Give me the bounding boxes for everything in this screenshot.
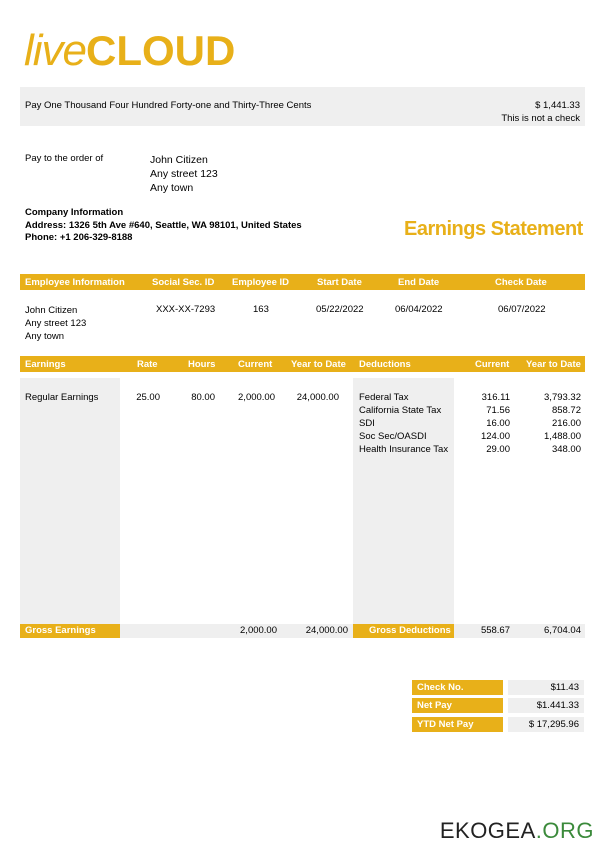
col-hours: Hours <box>188 359 216 370</box>
deduction-name: SDI <box>359 418 375 429</box>
earnings-name-column <box>20 378 120 624</box>
col-end-date: End Date <box>398 277 440 288</box>
gross-deductions-current: 558.67 <box>480 625 510 636</box>
amount-in-words: Pay One Thousand Four Hundred Forty-one and Thirty-Three Cents <box>25 100 312 111</box>
net-pay-value: $1.441.33 <box>536 700 579 711</box>
employee-header-bar <box>20 274 585 290</box>
deduction-name: California State Tax <box>359 405 442 416</box>
col-check-date: Check Date <box>495 277 547 288</box>
employee-id: 163 <box>253 304 269 315</box>
col-employee-id: Employee ID <box>232 277 290 288</box>
net-pay-value-cell <box>508 698 584 713</box>
ytd-net-pay-label-cell <box>412 717 503 732</box>
deduction-name: Health Insurance Tax <box>359 444 449 455</box>
col-deductions-current: Current <box>475 359 510 370</box>
gross-deductions-ytd: 6,704.04 <box>544 625 581 636</box>
net-pay-label: Net Pay <box>417 700 452 711</box>
deduction-ytd: 1,488.00 <box>544 431 581 442</box>
deduction-name: Federal Tax <box>359 392 409 403</box>
deduction-ytd: 348.00 <box>551 444 581 455</box>
check-amount: $ 1,441.33 <box>535 100 580 111</box>
deduction-current: 16.00 <box>486 418 510 429</box>
earning-rate: 25.00 <box>136 392 160 403</box>
gross-earnings-label-cell <box>20 624 120 638</box>
employee-ssn: XXX-XX-7293 <box>156 304 216 315</box>
payee-name: John Citizen <box>150 154 208 166</box>
col-ssn: Social Sec. ID <box>152 277 215 288</box>
gross-deductions-label-cell <box>353 624 454 638</box>
check-no-value-cell <box>508 680 584 695</box>
logo-live: live <box>24 26 87 75</box>
earning-ytd: 24,000.00 <box>296 392 339 403</box>
employee-start-date: 05/22/2022 <box>316 304 364 315</box>
col-employee-info: Employee Information <box>25 277 125 288</box>
company-info-title: Company Information <box>25 207 124 218</box>
brand-name: EKOGEA <box>439 818 536 843</box>
company-phone: Phone: +1 206-329-8188 <box>25 232 133 243</box>
check-no-label: Check No. <box>417 682 464 693</box>
employee-name: John Citizen <box>25 305 78 316</box>
employee-street: Any street 123 <box>25 318 87 329</box>
net-pay-label-cell <box>412 698 503 713</box>
col-deductions-ytd: Year to Date <box>526 359 581 370</box>
gross-earnings-ytd: 24,000.00 <box>305 625 348 636</box>
employee-check-date: 06/07/2022 <box>498 304 546 315</box>
deduction-current: 316.11 <box>481 392 510 403</box>
payee-street: Any street 123 <box>150 168 218 180</box>
deduction-name: Soc Sec/OASDI <box>359 431 427 442</box>
payee-address <box>150 153 218 195</box>
ytd-net-pay-value-cell <box>508 717 584 732</box>
col-start-date: Start Date <box>317 277 362 288</box>
col-earnings: Earnings <box>25 359 66 370</box>
watermark-brand <box>440 818 594 844</box>
col-ytd: Year to Date <box>291 359 346 370</box>
company-address: Address: 1326 5th Ave #640, Seattle, WA 98101, United States <box>25 219 302 231</box>
ytd-net-pay-label: YTD Net Pay <box>417 719 474 730</box>
employee-town: Any town <box>25 331 65 342</box>
gross-deductions-label: Gross Deductions <box>369 625 451 636</box>
deduction-ytd: 3,793.32 <box>544 392 581 403</box>
payee-town: Any town <box>150 182 194 194</box>
employee-name-block <box>25 304 86 343</box>
col-deductions: Deductions <box>359 359 411 370</box>
deduction-current: 71.56 <box>486 405 510 416</box>
pay-to-label: Pay to the order of <box>25 153 104 164</box>
gross-earnings-current: 2,000.00 <box>240 625 277 636</box>
earning-name: Regular Earnings <box>25 392 99 403</box>
check-amount-bar <box>20 87 585 126</box>
company-logo <box>24 26 235 76</box>
earning-current: 2,000.00 <box>238 392 275 403</box>
deduction-current: 124.00 <box>480 431 510 442</box>
check-no-label-cell <box>412 680 503 695</box>
logo-cloud: CLOUD <box>86 27 236 74</box>
deduction-ytd: 858.72 <box>551 405 581 416</box>
company-info <box>25 207 302 245</box>
not-a-check-note: This is not a check <box>501 113 580 124</box>
earning-hours: 80.00 <box>191 392 215 403</box>
gross-earnings-label: Gross Earnings <box>25 625 96 636</box>
earnings-header-bar <box>20 356 585 372</box>
ytd-net-pay-value: $ 17,295.96 <box>528 719 579 730</box>
check-no-value: $11.43 <box>550 682 579 693</box>
statement-title: Earnings Statement <box>404 218 583 240</box>
col-rate: Rate <box>137 359 158 370</box>
deduction-current: 29.00 <box>486 444 510 455</box>
col-current: Current <box>238 359 273 370</box>
deduction-ytd: 216.00 <box>551 418 581 429</box>
brand-tld: .ORG <box>535 818 594 843</box>
employee-end-date: 06/04/2022 <box>395 304 443 315</box>
